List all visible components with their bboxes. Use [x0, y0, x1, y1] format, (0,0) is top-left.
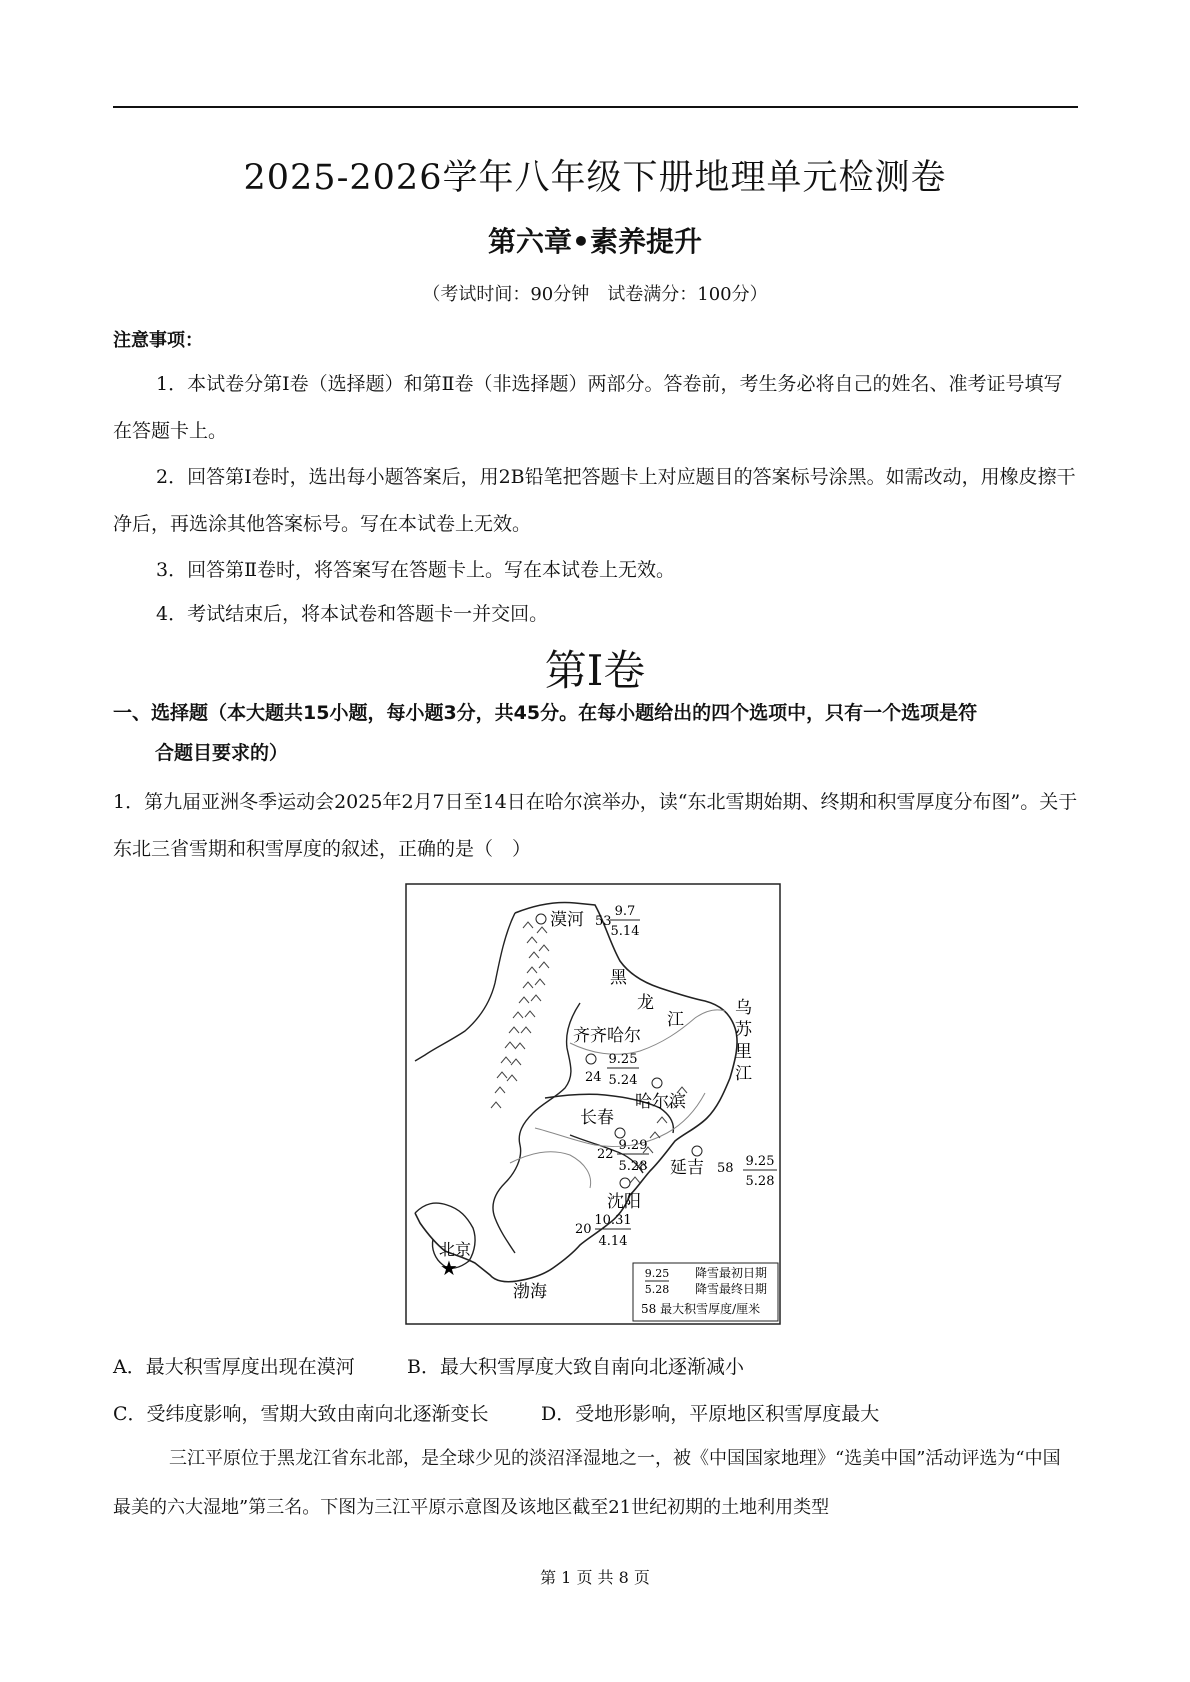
shenyang-label: 沈阳 [607, 1192, 641, 1212]
shenyang-end: 4.14 [598, 1234, 628, 1249]
bohai-label: 渤海 [513, 1282, 547, 1302]
legend-end-label: 降雪最终日期 [695, 1282, 768, 1296]
mohe-marker [536, 914, 546, 924]
part-heading [113, 693, 1078, 773]
option-b[interactable]: B．最大积雪厚度大致自南向北逐渐减小 [407, 1356, 744, 1378]
changchun-start: 9.29 [618, 1138, 648, 1153]
harbin-marker [652, 1078, 662, 1088]
legend-sample-end: 5.28 [644, 1283, 670, 1296]
river-hei: 黑 [610, 968, 627, 988]
river-wu: 乌 [735, 998, 752, 1018]
yanji-start: 9.25 [745, 1154, 775, 1169]
shenyang-start: 10.31 [594, 1213, 632, 1228]
notice-heading: 注意事项： [113, 330, 203, 351]
part-heading-line2: 合题目要求的） [155, 742, 289, 764]
changchun-marker [615, 1128, 625, 1138]
river-jiang: 江 [667, 1010, 684, 1030]
river-su: 苏 [735, 1020, 752, 1040]
legend-depth-label: 58 最大积雪厚度/厘米 [641, 1302, 761, 1316]
mohe-start: 9.7 [614, 904, 636, 919]
river-jiang2: 江 [735, 1064, 752, 1084]
top-rule [113, 106, 1078, 108]
passage-sanjiang: 三江平原位于黑龙江省东北部，是全球少见的淡沼泽湿地之一，被《中国国家地理》“选美中国”活动评选为“中国最美的六大湿地”第三名。下图为三江平原示意图及该地区截至21世纪初期的土地利用类型 [113, 1448, 1061, 1518]
changchun-end: 5.28 [618, 1159, 648, 1174]
changchun-label: 长春 [580, 1108, 614, 1128]
notice-item-1: 1．本试卷分第Ⅰ卷（选择题）和第Ⅱ卷（非选择题）两部分。答卷前，考生务必将自己的姓名、准考证号填写在答题卡上。 [113, 373, 1063, 442]
mohe-depth: 53 [595, 914, 612, 929]
harbin-label: 哈尔滨 [635, 1092, 686, 1112]
shenyang-marker [620, 1178, 630, 1188]
legend-sample-start: 9.25 [644, 1267, 670, 1280]
yanji-marker [692, 1146, 702, 1156]
option-c[interactable]: C．受纬度影响，雪期大致由南向北逐渐变长 [113, 1403, 489, 1425]
section-title: 第Ⅰ卷 [544, 646, 646, 695]
mohe-end: 5.14 [610, 924, 640, 939]
page-footer: 第 1 页 共 8 页 [540, 1568, 650, 1587]
option-d[interactable]: D．受地形影响，平原地区积雪厚度最大 [541, 1403, 880, 1425]
qiqihar-depth: 24 [585, 1070, 602, 1085]
river-li: 里 [735, 1042, 752, 1062]
qiqihar-label: 齐齐哈尔 [573, 1026, 641, 1046]
notice-item-2: 2．回答第Ⅰ卷时，选出每小题答案后，用2B铅笔把答题卡上对应题目的答案标号涂黑。如需改动，用橡皮擦干净后，再选涂其他答案标号。写在本试卷上无效。 [113, 466, 1076, 535]
beijing-label: 北京 [439, 1240, 472, 1259]
capital-star-icon: ★ [440, 1256, 458, 1280]
yanji-label: 延吉 [670, 1158, 704, 1178]
mohe-label: 漠河 [550, 910, 584, 930]
exam-subtitle: 第六章•素养提升 [488, 225, 702, 258]
qiqihar-end: 5.24 [608, 1073, 638, 1088]
qiqihar-start: 9.25 [608, 1052, 638, 1067]
shenyang-depth: 20 [575, 1222, 592, 1237]
notice-item-4: 4．考试结束后，将本试卷和答题卡一并交回。 [156, 603, 549, 625]
changchun-depth: 22 [597, 1147, 614, 1162]
question-1-stem: 1．第九届亚洲冬季运动会2025年2月7日至14日在哈尔滨举办，读“东北雪期始期、终期和积雪厚度分布图”。关于东北三省雪期和积雪厚度的叙述，正确的是（ ） [113, 791, 1078, 860]
part-heading-line1: 一、选择题（本大题共15小题，每小题3分，共45分。在每小题给出的四个选项中，只有一个选项是符 [113, 702, 978, 724]
option-a[interactable]: A．最大积雪厚度出现在漠河 [113, 1356, 355, 1378]
exam-title: 2025-2026学年八年级下册地理单元检测卷 [243, 158, 947, 198]
exam-info: （考试时间：90分钟 试卷满分：100分） [422, 284, 768, 305]
yanji-end: 5.28 [745, 1174, 775, 1189]
notice-item-3: 3．回答第Ⅱ卷时，将答案写在答题卡上。写在本试卷上无效。 [156, 559, 676, 581]
snow-period-map [405, 883, 781, 1325]
legend-start-label: 降雪最初日期 [695, 1266, 768, 1280]
river-long: 龙 [637, 993, 654, 1013]
yanji-depth: 58 [717, 1161, 734, 1176]
qiqihar-marker [586, 1054, 596, 1064]
